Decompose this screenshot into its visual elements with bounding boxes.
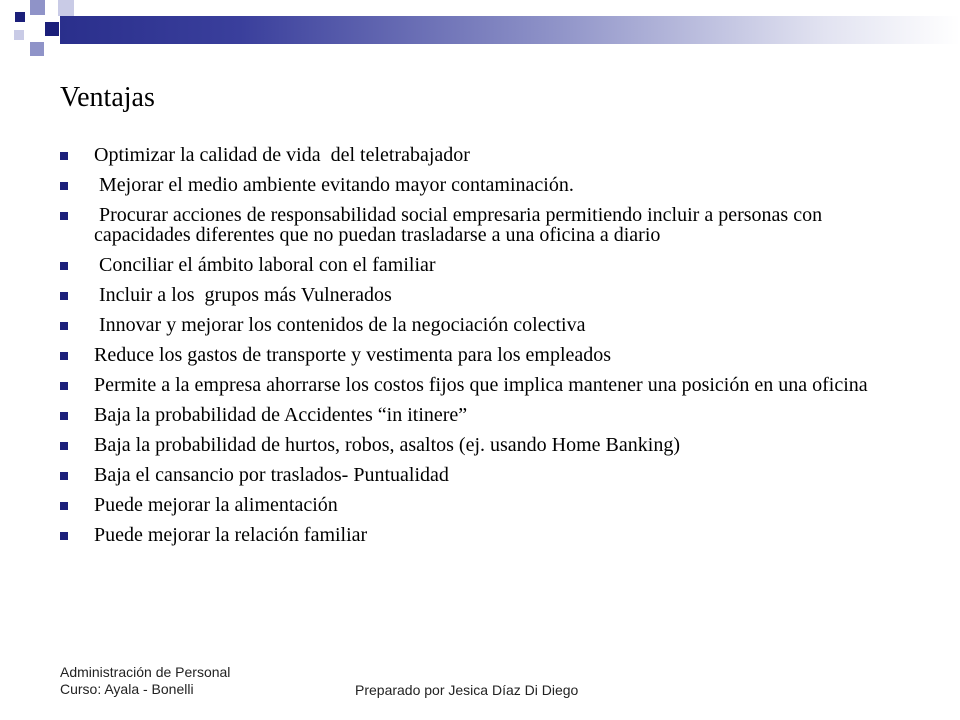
list-item xyxy=(60,345,900,365)
square-bullet-icon xyxy=(60,412,68,420)
slide-title: Ventajas xyxy=(60,82,155,113)
square-bullet-icon xyxy=(60,212,68,220)
list-item xyxy=(60,175,900,195)
header-gradient-bar xyxy=(60,16,960,44)
list-item xyxy=(60,525,900,545)
header-square xyxy=(15,12,25,22)
list-item xyxy=(60,495,900,515)
footer-subject: Administración de Personal xyxy=(60,664,231,680)
list-item-text: Permite a la empresa ahorrarse los costos fijos que implica mantener una posición en una oficina xyxy=(94,374,868,396)
footer-course-info xyxy=(60,664,230,698)
square-bullet-icon xyxy=(60,532,68,540)
square-bullet-icon xyxy=(60,352,68,360)
list-item-text: Procurar acciones de responsabilidad social empresaria permitiendo incluir a personas con capacidades diferentes que no puedan trasladarse a una oficina a diario xyxy=(94,204,828,246)
list-item-text: Conciliar el ámbito laboral con el familiar xyxy=(94,254,436,276)
list-item-text: Baja la probabilidad de hurtos, robos, asaltos (ej. usando Home Banking) xyxy=(94,434,680,456)
list-item-text: Mejorar el medio ambiente evitando mayor contaminación. xyxy=(94,174,574,196)
footer-course: Curso: Ayala - Bonelli xyxy=(60,681,194,697)
list-item xyxy=(60,285,900,305)
square-bullet-icon xyxy=(60,262,68,270)
square-bullet-icon xyxy=(60,292,68,300)
square-bullet-icon xyxy=(60,382,68,390)
list-item xyxy=(60,405,900,425)
list-item xyxy=(60,435,900,455)
square-bullet-icon xyxy=(60,152,68,160)
square-bullet-icon xyxy=(60,182,68,190)
bullet-list xyxy=(60,145,900,555)
list-item-text: Puede mejorar la relación familiar xyxy=(94,524,368,546)
square-bullet-icon xyxy=(60,502,68,510)
square-bullet-icon xyxy=(60,472,68,480)
header-square xyxy=(30,0,45,15)
list-item xyxy=(60,205,900,245)
list-item xyxy=(60,145,900,165)
list-item-text: Baja la probabilidad de Accidentes “in itinere” xyxy=(94,404,468,426)
list-item-text: Reduce los gastos de transporte y vestimenta para los empleados xyxy=(94,344,612,366)
list-item-text: Innovar y mejorar los contenidos de la negociación colectiva xyxy=(94,314,586,336)
list-item xyxy=(60,255,900,275)
list-item xyxy=(60,465,900,485)
square-bullet-icon xyxy=(60,322,68,330)
list-item-text: Incluir a los grupos más Vulnerados xyxy=(94,284,392,306)
header-square xyxy=(45,22,59,36)
header-square xyxy=(30,42,44,56)
list-item-text: Puede mejorar la alimentación xyxy=(94,494,338,516)
list-item xyxy=(60,315,900,335)
list-item-text: Optimizar la calidad de vida del teletrabajador xyxy=(94,144,470,166)
header-square xyxy=(14,30,24,40)
list-item-text: Baja el cansancio por traslados- Puntualidad xyxy=(94,464,449,486)
square-bullet-icon xyxy=(60,442,68,450)
footer-author: Preparado por Jesica Díaz Di Diego xyxy=(355,682,579,698)
list-item xyxy=(60,375,900,395)
header-square xyxy=(58,0,74,16)
